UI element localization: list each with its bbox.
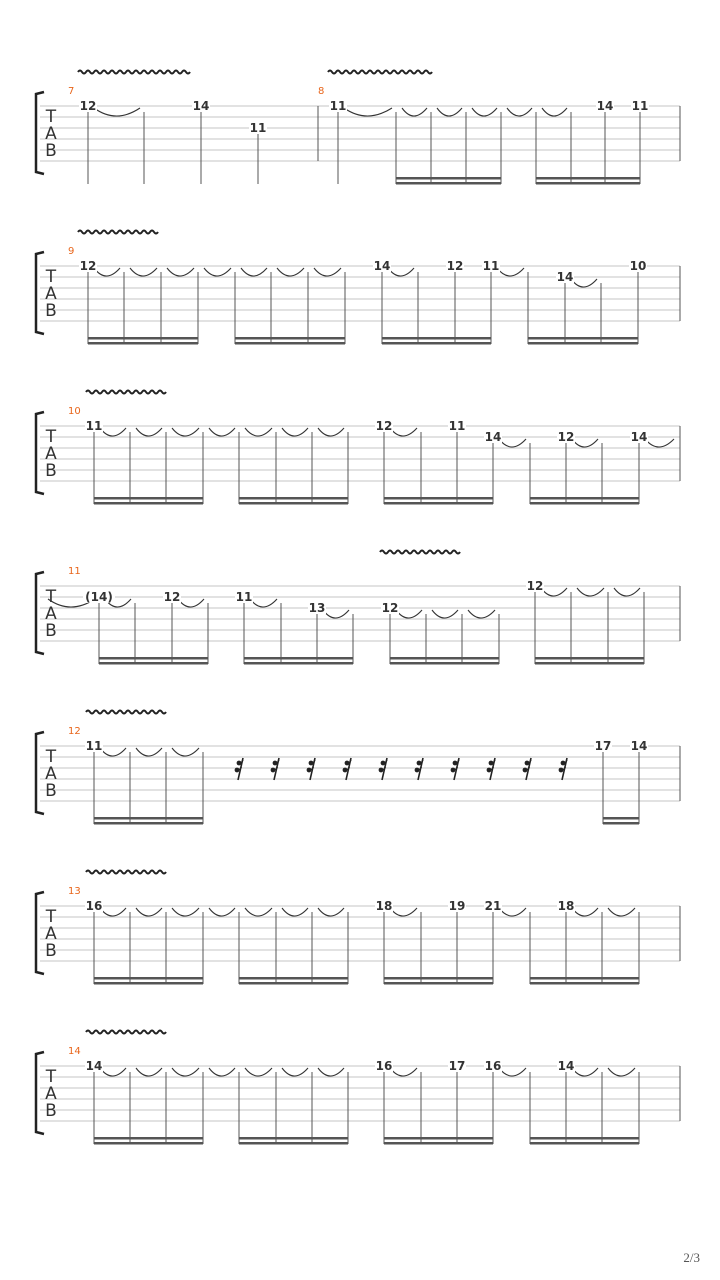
fret-number: 11 [85, 739, 103, 753]
staff-system-1 [36, 86, 680, 185]
staff-system-7 [36, 1046, 680, 1145]
beam [94, 1142, 203, 1145]
beam [244, 662, 353, 665]
tab-clef-letter: T [45, 747, 57, 767]
tie [241, 268, 267, 276]
tie [282, 1068, 308, 1076]
staff-system-3 [36, 406, 680, 505]
beam [384, 1137, 493, 1140]
tie [245, 428, 272, 436]
tie [323, 610, 349, 618]
fret-number: 12 [79, 99, 97, 113]
beam [94, 982, 203, 985]
tie [94, 108, 140, 116]
tab-clef-letter: T [45, 107, 57, 127]
tie [250, 599, 277, 607]
fret-number: 12 [526, 579, 544, 593]
fret-number: 11 [249, 121, 267, 135]
fret-number: 14 [556, 270, 574, 284]
fret-number: 17 [594, 739, 612, 753]
beam [94, 977, 203, 980]
tie [388, 268, 414, 276]
staff-bracket [36, 732, 44, 814]
fret-number: 12 [163, 590, 181, 604]
fret-number: 12 [446, 259, 464, 273]
beam [603, 817, 639, 820]
beam [94, 822, 203, 825]
staff-bracket [36, 92, 44, 174]
tab-clef-letter: T [45, 587, 57, 607]
tie [571, 279, 597, 287]
beam [88, 342, 198, 345]
fret-number: 14 [596, 99, 614, 113]
beam [88, 337, 198, 340]
beam [535, 662, 644, 665]
fret-number: 21 [484, 899, 502, 913]
vibrato-mark [328, 71, 432, 74]
tie [499, 908, 526, 916]
fret-number: 14 [630, 430, 648, 444]
tie [390, 908, 417, 916]
beam [396, 182, 501, 185]
beam [384, 982, 493, 985]
fret-number: 18 [557, 899, 575, 913]
fret-number: 14 [484, 430, 502, 444]
vibrato-mark [78, 71, 190, 74]
tie [402, 108, 427, 116]
fret-number: 12 [557, 430, 575, 444]
tie [167, 268, 194, 276]
staff-bracket [36, 572, 44, 654]
tie [542, 108, 567, 116]
tab-clef-letter: B [45, 461, 57, 481]
beam [530, 1142, 639, 1145]
beam [528, 342, 638, 345]
fret-number: 14 [373, 259, 391, 273]
beam [390, 657, 499, 660]
tie [136, 908, 162, 916]
tie [130, 268, 157, 276]
tie [396, 610, 422, 618]
tie [541, 588, 567, 596]
tab-clef-letter: B [45, 141, 57, 161]
staff-system-6 [36, 886, 680, 985]
vibrato-mark [86, 1031, 166, 1034]
beam [530, 1137, 639, 1140]
tie [136, 428, 162, 436]
beam [244, 657, 353, 660]
tie [577, 588, 604, 596]
tie [94, 268, 120, 276]
vibrato-mark [78, 231, 158, 234]
beam [239, 502, 348, 505]
fret-number: 16 [484, 1059, 502, 1073]
staff-bracket [36, 1052, 44, 1134]
beam [396, 177, 501, 180]
tie [100, 1068, 126, 1076]
tie [172, 1068, 199, 1076]
tie [245, 908, 272, 916]
tie [507, 108, 532, 116]
staff-system-4 [36, 566, 680, 665]
vibrato-mark [86, 871, 166, 874]
tab-clef-letter: T [45, 267, 57, 287]
fret-number: (14) [85, 590, 113, 604]
fret-number: 14 [85, 1059, 103, 1073]
tab-clef-letter: B [45, 621, 57, 641]
fret-number: 16 [375, 1059, 393, 1073]
tie [497, 268, 524, 276]
fret-number: 12 [79, 259, 97, 273]
fret-number: 14 [630, 739, 648, 753]
tie [318, 908, 344, 916]
tie [314, 268, 341, 276]
beam [536, 177, 640, 180]
fret-number: 12 [375, 419, 393, 433]
beam [530, 982, 639, 985]
tab-clef-letter: A [45, 764, 57, 784]
tie [172, 748, 199, 756]
beam [536, 182, 640, 185]
tie [318, 428, 344, 436]
staff-bracket [36, 892, 44, 974]
tie [572, 439, 598, 447]
tie [645, 439, 674, 447]
tie [172, 908, 199, 916]
tie [178, 599, 204, 607]
tie [608, 1068, 635, 1076]
fret-number: 14 [557, 1059, 575, 1073]
beam [239, 977, 348, 980]
tab-clef-letter: A [45, 604, 57, 624]
tie [390, 428, 417, 436]
measure-number: 9 [68, 246, 75, 257]
tab-clef-letter: B [45, 941, 57, 961]
staff-system-2 [36, 246, 680, 345]
tie [245, 1068, 272, 1076]
staff-bracket [36, 252, 44, 334]
fret-number: 13 [308, 601, 326, 615]
beam [94, 1137, 203, 1140]
tie [282, 908, 308, 916]
tie [100, 428, 126, 436]
beam [239, 1142, 348, 1145]
tie [390, 1068, 417, 1076]
tie [572, 908, 598, 916]
fret-number: 11 [85, 419, 103, 433]
beam [382, 342, 491, 345]
fret-number: 11 [329, 99, 347, 113]
tie [318, 1068, 344, 1076]
tie [209, 428, 235, 436]
vibrato-mark [86, 391, 166, 394]
tie [432, 610, 458, 618]
beam [530, 502, 639, 505]
tab-clef-letter: B [45, 781, 57, 801]
fret-number: 17 [448, 1059, 466, 1073]
tab-clef-letter: T [45, 1067, 57, 1087]
tie [499, 439, 526, 447]
beam [384, 977, 493, 980]
tab-clef-letter: A [45, 124, 57, 144]
beam [384, 497, 493, 500]
beam [239, 1137, 348, 1140]
tab-clef-letter: T [45, 907, 57, 927]
fret-number: 10 [629, 259, 647, 273]
beam [384, 1142, 493, 1145]
fret-number: 14 [192, 99, 210, 113]
beam [530, 497, 639, 500]
tab-clef-letter: A [45, 284, 57, 304]
measure-number: 14 [68, 1046, 81, 1057]
beam [535, 657, 644, 660]
tie [277, 268, 304, 276]
tie [100, 748, 126, 756]
beam [528, 337, 638, 340]
fret-number: 11 [235, 590, 253, 604]
measure-number: 13 [68, 886, 81, 897]
tab-clef-letter: A [45, 444, 57, 464]
measure-number: 11 [68, 566, 81, 577]
tie [282, 428, 308, 436]
measure-number: 10 [68, 406, 81, 417]
beam [235, 342, 345, 345]
beam [99, 662, 208, 665]
tie [100, 908, 126, 916]
beam [239, 982, 348, 985]
tie [472, 108, 497, 116]
tie [204, 268, 231, 276]
tie [136, 1068, 162, 1076]
beam [603, 822, 639, 825]
staff-system-5 [36, 726, 680, 825]
measure-number: 12 [68, 726, 81, 737]
tie [614, 588, 640, 596]
page-number: 2/3 [683, 1250, 700, 1265]
staff-bracket [36, 412, 44, 494]
tab-clef-letter: B [45, 1101, 57, 1121]
tab-clef-letter: A [45, 924, 57, 944]
tie [172, 428, 199, 436]
beam [235, 337, 345, 340]
tab-clef-letter: B [45, 301, 57, 321]
tie [209, 908, 235, 916]
vibrato-mark [380, 551, 460, 554]
beam [382, 337, 491, 340]
tie [572, 1068, 598, 1076]
tie [209, 1068, 235, 1076]
fret-number: 18 [375, 899, 393, 913]
beam [530, 977, 639, 980]
tab-clef-letter: A [45, 1084, 57, 1104]
tab-clef-letter: T [45, 427, 57, 447]
measure-number: 8 [318, 86, 325, 97]
beam [94, 817, 203, 820]
vibrato-mark [86, 711, 166, 714]
fret-number: 12 [381, 601, 399, 615]
fret-number: 11 [482, 259, 500, 273]
tie [344, 108, 392, 116]
tie [468, 610, 495, 618]
fret-number: 16 [85, 899, 103, 913]
beam [384, 502, 493, 505]
fret-number: 11 [448, 419, 466, 433]
tie [499, 1068, 526, 1076]
fret-number: 11 [631, 99, 649, 113]
tie [136, 748, 162, 756]
beam [390, 662, 499, 665]
fret-number: 19 [448, 899, 466, 913]
beam [94, 497, 203, 500]
tie [608, 908, 635, 916]
tie [437, 108, 462, 116]
measure-number: 7 [68, 86, 75, 97]
beam [239, 497, 348, 500]
beam [99, 657, 208, 660]
beam [94, 502, 203, 505]
